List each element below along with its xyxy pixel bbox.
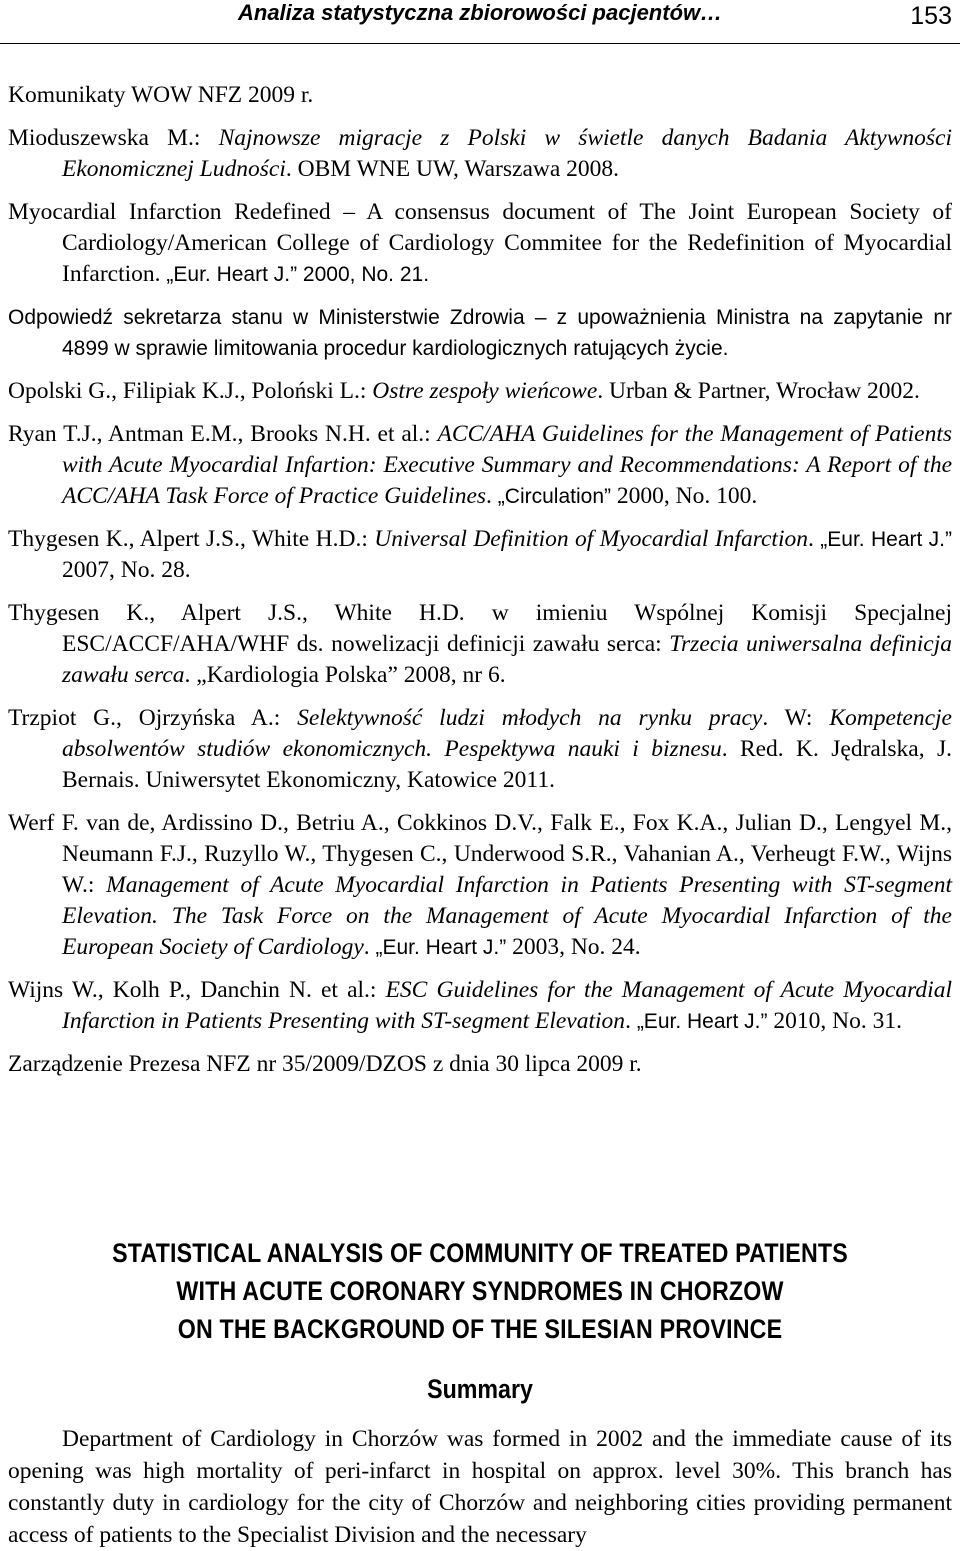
reference-item xyxy=(8,197,952,290)
running-header xyxy=(0,0,960,44)
summary-text: Department of Cardiology in Chorzów was formed in 2002 and the immediate cause of its opening was high mortality of peri-infarct in hospital on approx. level 30%. This branch has constantly duty in cardiology for the city of Chorzów and neighboring cities providing permanent access of patients to the Specialist Division and the necessary xyxy=(8,1426,952,1548)
reference-item xyxy=(8,80,952,111)
reference-segment: „Eur. Heart J.” xyxy=(636,1010,768,1033)
reference-segment: Wijns W., Kolh P., Danchin N. et al.: xyxy=(8,977,386,1003)
reference-segment: . OBM WNE UW, Warszawa 2008. xyxy=(285,156,620,182)
reference-segment: Opolski G., Filipiak K.J., Poloński L.: xyxy=(8,378,373,404)
reference-item xyxy=(8,975,952,1037)
reference-segment: Trzecia uniwersalna definicja zawału serca xyxy=(62,631,952,688)
reference-segment: „Circulation” xyxy=(497,485,611,508)
reference-segment: . xyxy=(625,1008,637,1034)
reference-segment: Ostre zespoły wieńcowe xyxy=(372,378,598,404)
reference-segment: Management of Acute Myocardial Infarction in Patients Presenting with ST-segment Elevation. The Task Force on the Management of Acute Myocardial Infarction of the European Society of Cardiology xyxy=(62,872,952,960)
running-title: Analiza statystyczna zbiorowości pacjentów… xyxy=(238,0,723,25)
reference-segment: „Eur. Heart J.” xyxy=(375,936,507,959)
reference-segment: . Urban & Partner, Wrocław 2002. xyxy=(597,378,920,404)
reference-segment: Komunikaty WOW NFZ 2009 r. xyxy=(8,82,314,108)
reference-item xyxy=(8,524,952,586)
reference-segment: Myocardial Infarction Redefined – A consensus document of The Joint European Society of Cardiology/American College of Cardiology Commitee for the Redefinition of Myocardial Infarction. xyxy=(8,199,952,287)
reference-item xyxy=(8,1049,952,1080)
reference-segment: 2003, No. 24. xyxy=(506,934,641,960)
reference-segment: Universal Definition of Myocardial Infarction xyxy=(374,526,808,552)
english-title-line: ON THE BACKGROUND OF THE SILESIAN PROVINCE xyxy=(177,1314,783,1344)
reference-segment: Najnowsze migracje z Polski w świetle danych Badania Aktywności Ekonomicznej Ludności xyxy=(62,125,952,182)
summary-heading: Summary xyxy=(427,1374,533,1404)
english-title xyxy=(8,1234,952,1348)
reference-segment: „Eur. Heart J.” xyxy=(820,528,953,551)
reference-segment: 2007, No. 28. xyxy=(62,557,191,583)
reference-item xyxy=(8,598,952,691)
reference-item xyxy=(8,123,952,185)
reference-segment: Ryan T.J., Antman E.M., Brooks N.H. et al.: xyxy=(8,421,438,447)
reference-item xyxy=(8,302,952,364)
reference-segment: Zarządzenie Prezesa NFZ nr 35/2009/DZOS z dnia 30 lipca 2009 r. xyxy=(8,1051,642,1077)
reference-segment: . Red. K. Jędralska, J. Bernais. Uniwersytet Ekonomiczny, Katowice 2011. xyxy=(62,736,952,793)
reference-segment: . W: xyxy=(762,705,830,731)
reference-segment: Selektywność ludzi młodych na rynku pracy xyxy=(297,705,763,731)
reference-segment: . xyxy=(807,526,821,552)
english-title-line: WITH ACUTE CORONARY SYNDROMES IN CHORZOW xyxy=(176,1276,784,1306)
reference-segment: 2000, No. 100. xyxy=(611,483,758,509)
page-number: 153 xyxy=(910,2,952,30)
reference-segment: Odpowiedź sekretarza stanu w Ministerstwie Zdrowia – z upoważnienia Ministra na zapytanie nr 4899 w sprawie limitowania procedur kardiologicznych ratujących życie. xyxy=(8,306,952,360)
reference-item xyxy=(8,703,952,796)
reference-item xyxy=(8,419,952,512)
summary-section xyxy=(8,1234,952,1551)
reference-segment: . xyxy=(363,934,376,960)
reference-item xyxy=(8,808,952,963)
english-title-line: STATISTICAL ANALYSIS OF COMMUNITY OF TREATED PATIENTS xyxy=(112,1238,848,1268)
reference-segment: Thygesen K., Alpert J.S., White H.D.: xyxy=(8,526,375,552)
reference-segment: „Eur. Heart J.” 2000, No. 21. xyxy=(166,263,430,286)
reference-segment: 2010, No. 31. xyxy=(767,1008,902,1034)
reference-segment: . xyxy=(486,483,498,509)
reference-segment: Werf F. van de, Ardissino D., Betriu A., Cokkinos D.V., Falk E., Fox K.A., Julian D., Lengyel M., Neumann F.J., Ruzyllo W., Thygesen C., Underwood S.R., Vahanian A., Verheugt F.W., Wijns W.: xyxy=(8,810,952,898)
reference-list xyxy=(8,80,952,1092)
reference-segment: Kompetencje absolwentów studiów ekonomicznych. Pespektywa nauki i biznesu xyxy=(62,705,952,762)
reference-item xyxy=(8,376,952,407)
reference-segment: Trzpiot G., Ojrzyńska A.: xyxy=(8,705,298,731)
reference-segment: Mioduszewska M.: xyxy=(8,125,219,151)
reference-segment: . „Kardiologia Polska” 2008, nr 6. xyxy=(184,662,506,688)
reference-segment: ACC/AHA Guidelines for the Management of Patients with Acute Myocardial Infartion: Executive Summary and Recommendations: A Report of the ACC/AHA Task Force of Practice Guidelines xyxy=(62,421,953,509)
reference-segment: ESC Guidelines for the Management of Acute Myocardial Infarction in Patients Presenting with ST-segment Elevation xyxy=(62,977,952,1034)
reference-segment: Thygesen K., Alpert J.S., White H.D. w imieniu Wspólnej Komisji Specjalnej ESC/ACCF/AHA/WHF ds. nowelizacji definicji zawału serca: xyxy=(8,600,952,657)
